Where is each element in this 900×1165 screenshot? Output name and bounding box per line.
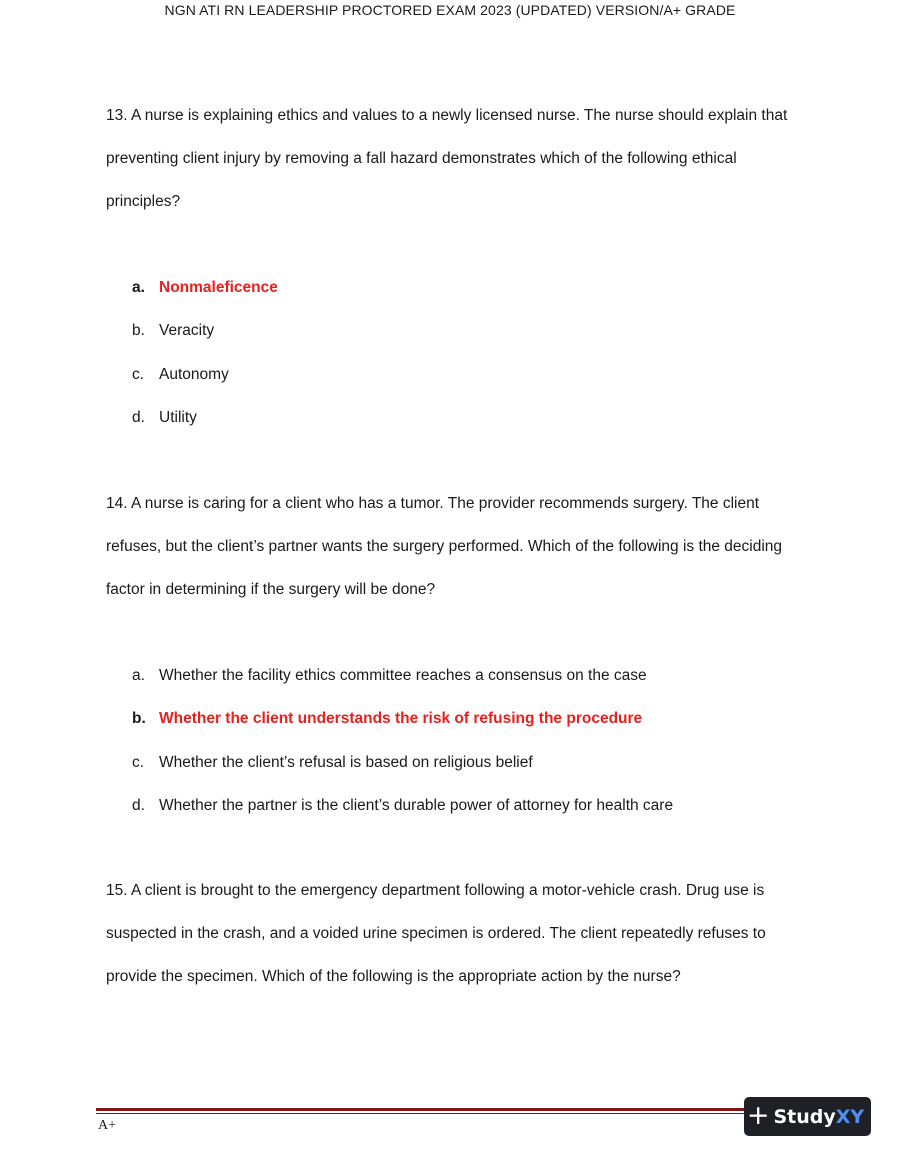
brand-name-part1: Study <box>773 1105 836 1128</box>
page-header-title: NGN ATI RN LEADERSHIP PROCTORED EXAM 2023 (UPDATED) VERSION/A+ GRADE <box>164 2 736 18</box>
question-14-options <box>132 654 673 827</box>
option-list-item <box>132 309 278 352</box>
option-list-item <box>132 697 673 740</box>
footer-rule-thick <box>96 1108 746 1111</box>
option-letter: c. <box>132 365 145 383</box>
option-letter: d. <box>132 408 145 426</box>
studyxy-badge[interactable] <box>744 1097 871 1136</box>
option-text: Autonomy <box>159 365 229 383</box>
option-text: Utility <box>159 408 197 426</box>
option-letter: b. <box>132 322 145 340</box>
option-list-item <box>132 654 673 697</box>
footer-rule-thin <box>96 1113 746 1114</box>
option-text: Nonmaleficence <box>159 279 278 296</box>
question-13-text: 13. A nurse is explaining ethics and values to a newly licensed nurse. The nurse should explain that preventing client injury by removing a fall hazard demonstrates which of the following ethical principles? <box>106 107 788 210</box>
option-text: Veracity <box>159 322 215 340</box>
plus-icon: + <box>746 1100 770 1131</box>
question-13-options <box>132 266 278 439</box>
option-text: Whether the client understands the risk of refusing the procedure <box>159 710 643 728</box>
option-letter: a. <box>132 667 145 684</box>
option-list-item <box>132 353 278 396</box>
option-list-item <box>132 266 278 309</box>
option-letter: c. <box>132 753 145 771</box>
option-text: Whether the client’s refusal is based on religious belief <box>159 753 533 771</box>
question-14-text: 14. A nurse is caring for a client who has a tumor. The provider recommends surgery. The client refuses, but the client’s partner wants the surgery performed. Which of the following is the deciding factor in determining if the surgery will be done? <box>106 495 783 598</box>
option-list-item <box>132 784 673 827</box>
footer-text: A+ <box>98 1118 117 1133</box>
question-15-text: 15. A client is brought to the emergency department following a motor-vehicle crash. Drug use is suspected in the crash, and a voided urine specimen is ordered. The client repeatedly refuses to provide the specimen. Which of the following is the appropriate action by the nurse? <box>106 882 766 985</box>
option-letter: a. <box>132 279 145 296</box>
option-text: Whether the partner is the client’s durable power of attorney for health care <box>159 796 674 814</box>
option-list-item <box>132 741 673 784</box>
option-letter: b. <box>132 710 146 728</box>
option-text: Whether the facility ethics committee reaches a consensus on the case <box>159 667 647 684</box>
option-letter: d. <box>132 796 145 814</box>
brand-name-part2: XY <box>835 1105 865 1128</box>
option-list-item <box>132 396 278 439</box>
